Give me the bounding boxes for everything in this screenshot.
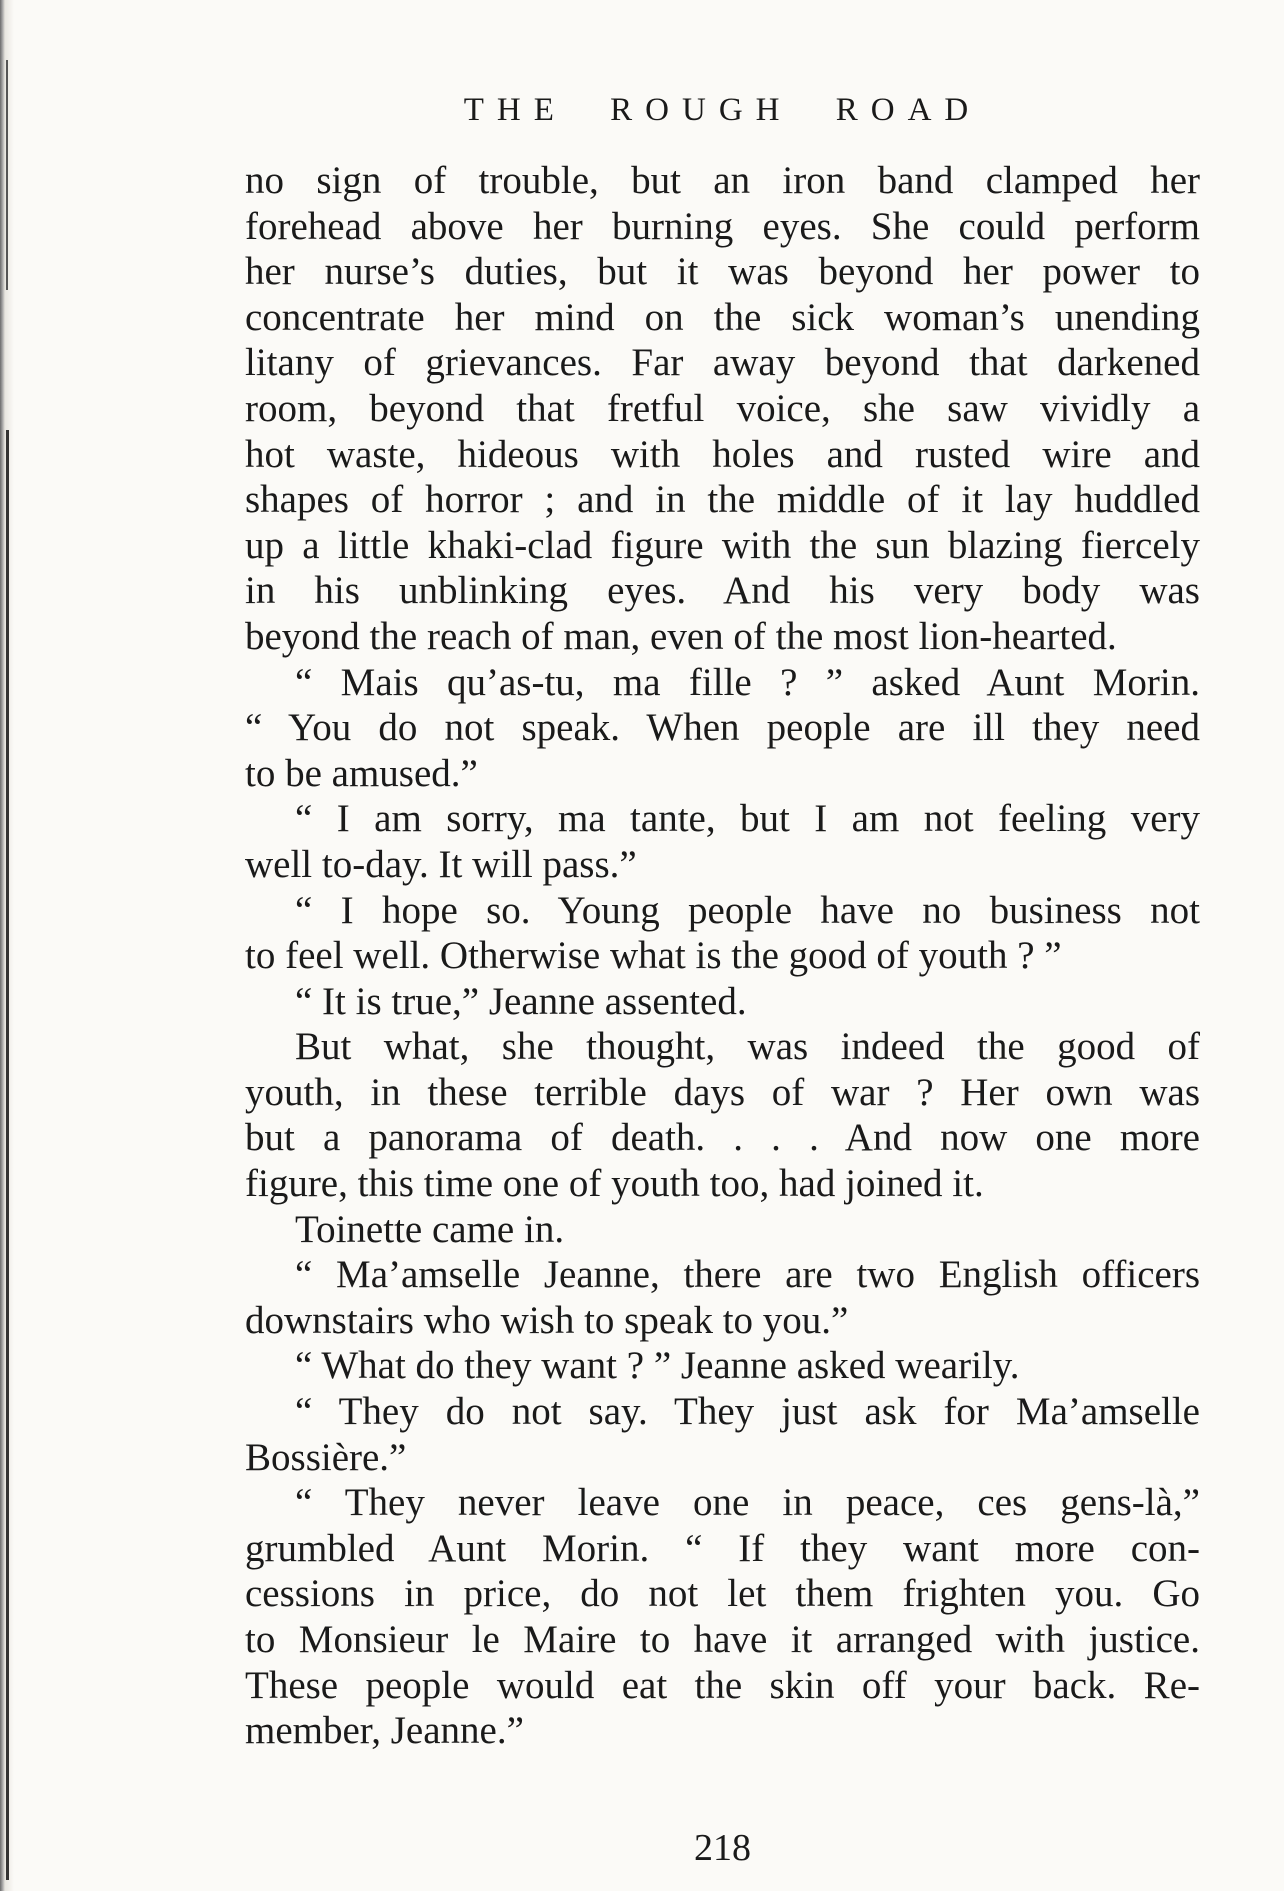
text-line: “ I hope so. Young people have no business not	[295, 888, 1200, 932]
text-line: her nurse’s duties, but it was beyond her power to	[245, 250, 1200, 294]
text-line: to be amused.”	[245, 751, 478, 795]
text-line: But what, she thought, was indeed the good of	[295, 1025, 1200, 1069]
text-line: “ Ma’amselle Jeanne, there are two English officers	[295, 1253, 1200, 1297]
text-line: but a panorama of death. . . . And now one more	[245, 1116, 1200, 1160]
text-line: member, Jeanne.”	[245, 1709, 524, 1753]
binding-edge-line	[6, 430, 9, 1880]
body-text	[245, 158, 1200, 1754]
binding-edge-mark	[6, 60, 8, 290]
text-line: These people would eat the skin off your back. Re-	[245, 1663, 1200, 1707]
text-line: “ They never leave one in peace, ces gens-là,”	[295, 1481, 1200, 1525]
text-line: room, beyond that fretful voice, she saw vividly a	[245, 386, 1200, 430]
text-line: figure, this time one of youth too, had joined it.	[245, 1162, 984, 1206]
text-line: concentrate her mind on the sick woman’s unending	[245, 295, 1200, 339]
text-line: well to-day. It will pass.”	[245, 842, 637, 886]
text-line: Toinette came in.	[295, 1207, 565, 1251]
text-line: “ I am sorry, ma tante, but I am not feeling very	[295, 797, 1200, 841]
text-line: no sign of trouble, but an iron band clamped her	[245, 159, 1200, 202]
text-line: “ Mais qu’as-tu, ma fille ? ” asked Aunt Morin.	[295, 660, 1200, 704]
text-line: “ What do they want ? ” Jeanne asked wearily.	[295, 1344, 1020, 1388]
text-line: shapes of horror ; and in the middle of it lay huddled	[245, 478, 1200, 522]
text-line: in his unblinking eyes. And his very body was	[245, 569, 1200, 613]
running-head: THE ROUGH ROAD	[463, 92, 982, 128]
text-line: hot waste, hideous with holes and rusted wire and	[245, 432, 1200, 476]
text-line: “ They do not say. They just ask for Ma’amselle	[295, 1390, 1200, 1434]
text-line: Bossière.”	[245, 1435, 407, 1479]
text-line: beyond the reach of man, even of the most lion-hearted.	[245, 614, 1117, 658]
text-line: “ It is true,” Jeanne assented.	[295, 979, 747, 1023]
text-line: to feel well. Otherwise what is the good of youth ? ”	[245, 934, 1062, 978]
text-line: forehead above her burning eyes. She could perform	[245, 204, 1200, 248]
text-line: to Monsieur le Maire to have it arranged with justice.	[245, 1618, 1200, 1661]
text-line: litany of grievances. Far away beyond that darkened	[245, 341, 1200, 385]
page-number: 218	[694, 1827, 751, 1869]
text-line: youth, in these terrible days of war ? Her own was	[245, 1070, 1200, 1114]
text-line: up a little khaki-clad figure with the sun blazing fiercely	[245, 523, 1200, 567]
text-line: grumbled Aunt Morin. “ If they want more con-	[245, 1526, 1200, 1570]
text-line: “ You do not speak. When people are ill they need	[245, 706, 1200, 750]
text-line: downstairs who wish to speak to you.”	[245, 1298, 849, 1342]
text-line: cessions in price, do not let them frighten you. Go	[245, 1572, 1200, 1616]
